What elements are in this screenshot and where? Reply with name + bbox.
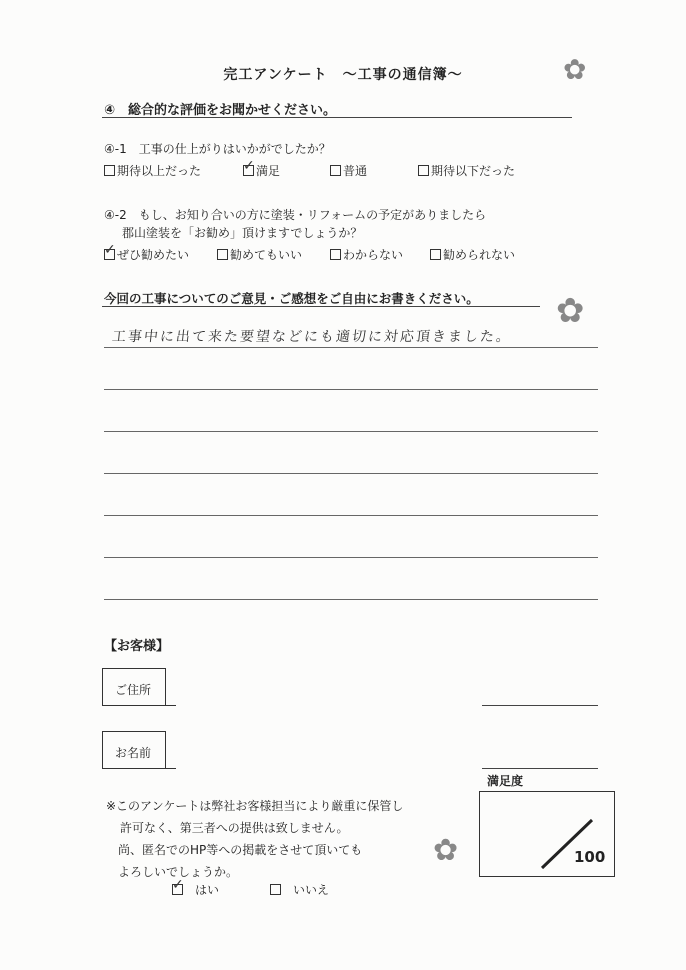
comment-line-4: [104, 473, 598, 474]
q1-option-1[interactable]: [104, 162, 201, 179]
q2-option-1[interactable]: [104, 246, 189, 263]
comment-line-2: [104, 389, 598, 390]
sakura-icon-bottom: ✿: [433, 833, 459, 868]
privacy-note-line1: ※このアンケートは弊社お客様担当により厳重に保管し: [106, 799, 404, 813]
q1-text: ④-1 工事の仕上がりはいかがでしたか？: [104, 142, 331, 156]
q2-option-4-label: 勧められない: [443, 248, 516, 262]
customer-heading: 【お客様】: [104, 639, 170, 654]
checkbox-icon[interactable]: [330, 249, 341, 260]
publish-no-option[interactable]: [270, 881, 329, 898]
satisfaction-box: [479, 791, 615, 877]
q2-option-3-label: わからない: [343, 248, 404, 262]
publish-no-label: いいえ: [293, 883, 330, 897]
satisfaction-label: 満足度: [487, 774, 524, 788]
address-underline: [102, 705, 176, 706]
q1-option-3[interactable]: [330, 162, 367, 179]
sakura-icon-middle: ✿: [556, 291, 585, 331]
q2-text-line1: ④-2 もし、お知り合いの方に塗装・リフォームの予定がありましたら: [104, 208, 487, 222]
q2-option-1-label: ぜひ勧めたい: [117, 248, 190, 262]
q1-option-2-label: 満足: [256, 164, 281, 178]
checkbox-icon[interactable]: [418, 165, 429, 176]
q2-text-line2: 郡山塗装を「お勧め」頂けますでしょうか？: [122, 226, 363, 240]
name-label: お名前: [115, 746, 152, 760]
address-label: ご住所: [115, 683, 152, 697]
comment-line-5: [104, 515, 598, 516]
address-label-box: [102, 668, 166, 705]
name-input-line[interactable]: [482, 768, 598, 769]
q1-option-3-label: 普通: [343, 164, 368, 178]
section4-heading: ④ 総合的な評価をお聞かせください。: [104, 103, 337, 118]
publish-yes-label: はい: [195, 883, 220, 897]
checkbox-icon[interactable]: [104, 165, 115, 176]
comment-line-1: [104, 347, 598, 348]
publish-yes-option[interactable]: [172, 881, 219, 898]
comment-line-7: [104, 599, 598, 600]
checkbox-checked-icon[interactable]: [172, 884, 183, 895]
checkbox-icon[interactable]: [330, 165, 341, 176]
checkbox-icon[interactable]: [430, 249, 441, 260]
q1-option-1-label: 期待以上だった: [117, 164, 202, 178]
q2-option-3[interactable]: [330, 246, 403, 263]
q2-option-2-label: 勧めてもいい: [230, 248, 303, 262]
comment-line-3: [104, 431, 598, 432]
satisfaction-score: 100: [574, 848, 606, 866]
section4-underline: [102, 117, 572, 118]
q1-option-2[interactable]: [243, 162, 280, 179]
checkbox-checked-icon[interactable]: [243, 165, 254, 176]
privacy-note-line2: 許可なく、第三者への提供は致しません。: [120, 821, 349, 835]
comments-underline: [102, 306, 540, 307]
q2-option-2[interactable]: [217, 246, 302, 263]
checkbox-icon[interactable]: [217, 249, 228, 260]
comment-line-6: [104, 557, 598, 558]
address-input-line[interactable]: [482, 705, 598, 706]
q2-option-4[interactable]: [430, 246, 515, 263]
name-underline: [102, 768, 176, 769]
comments-heading: 今回の工事についてのご意見・ご感想をご自由にお書きください。: [104, 291, 479, 306]
q1-option-4[interactable]: [418, 162, 515, 179]
survey-title: 完工アンケート ～工事の通信簿～: [223, 67, 463, 83]
checkbox-icon[interactable]: [270, 884, 281, 895]
name-label-box: [102, 731, 166, 768]
q1-option-4-label: 期待以下だった: [431, 164, 516, 178]
sakura-icon-top: ✿: [563, 53, 587, 86]
privacy-note-line4: よろしいでしょうか。: [118, 865, 239, 879]
privacy-note-line3: 尚、匿名でのHP等への掲載をさせて頂いても: [118, 843, 363, 857]
handwritten-comment: 工事中に出て来た要望などにも適切に対応頂きました。: [111, 329, 513, 345]
checkbox-checked-icon[interactable]: [104, 249, 115, 260]
